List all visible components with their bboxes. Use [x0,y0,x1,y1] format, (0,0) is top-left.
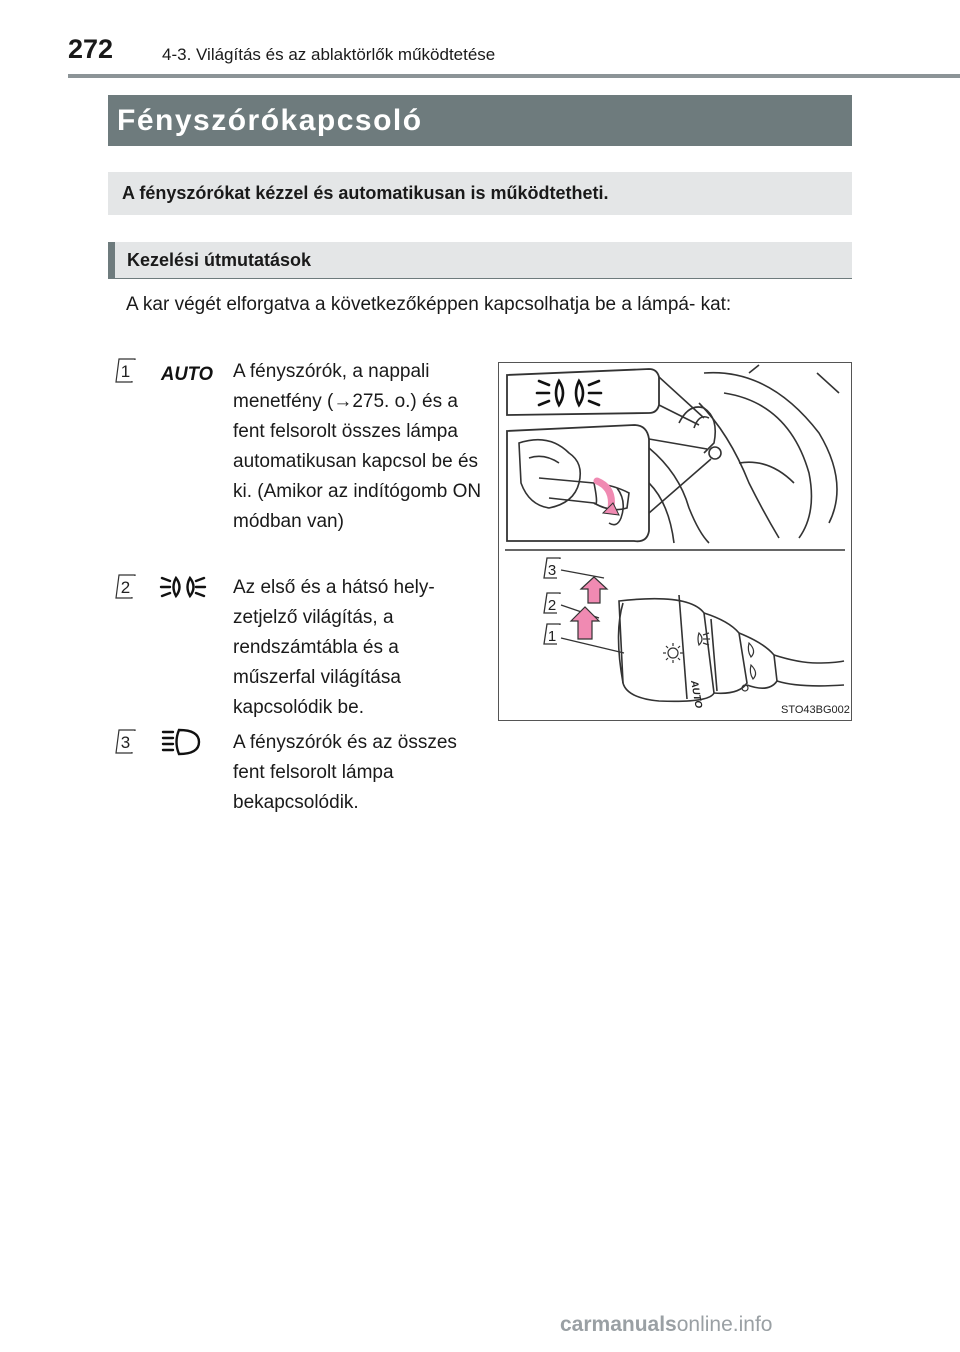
item-number-2-label: 2 [120,578,131,597]
item-text-3: A fényszórók és az összes fent felsorolt lámpa bekapcsolódik. [233,732,457,813]
lower-callout-box [507,425,649,541]
item-number-1 [113,358,141,383]
item-number-3 [113,729,141,754]
item-text-1: A fényszórók, a nappali menetfény (→275. o.) és a fent felsorolt összes lámpa automatikusan kapcsol be és ki. (Amikor az indítógomb ON módban van) [233,361,482,532]
item-number-1-label: 1 [120,362,131,381]
item-text-2: Az első és a hátsó hely- zetjelző világítás, a rendszámtábla és a műszerfal világítása kapcsolódik be. [233,577,435,718]
watermark [560,1313,772,1337]
header-rule [68,74,960,78]
auto-icon [159,362,217,389]
section-path: 4-3. Világítás és az ablaktörlők működtetése [162,45,496,64]
page-number: 272 [68,34,114,64]
lever-auto-label: AUTO [688,679,704,710]
arrow-up-position-1 [571,607,599,639]
headlight-icon [159,727,209,762]
arrow-up-position-2 [581,577,607,603]
page-title: Fényszórókapcsoló [108,95,852,146]
watermark-light: online.info [676,1313,773,1336]
intro-box: A fényszórókat kézzel és automatikusan is működtetheti. [108,172,852,215]
watermark-bold: carmanuals [560,1313,677,1336]
figure-code: STO43BG002 [781,704,850,716]
item-number-2 [113,574,141,599]
position-lights-icon [159,572,209,607]
item-number-3-label: 3 [120,733,131,752]
switch-illustration [498,362,852,721]
instruction-text: A kar végét elforgatva a következőképpen kapcsolhatja be a lámpá- kat: [126,294,732,315]
figure-callout-1: 1 [547,628,557,645]
lever-closeup [619,595,845,701]
steering-wheel-scene [649,365,839,543]
figure-callout-2: 2 [547,597,557,614]
sub-heading: Kezelési útmutatások [108,242,852,279]
auto-icon-label: AUTO [160,364,214,384]
figure-callout-3: 3 [547,562,557,579]
